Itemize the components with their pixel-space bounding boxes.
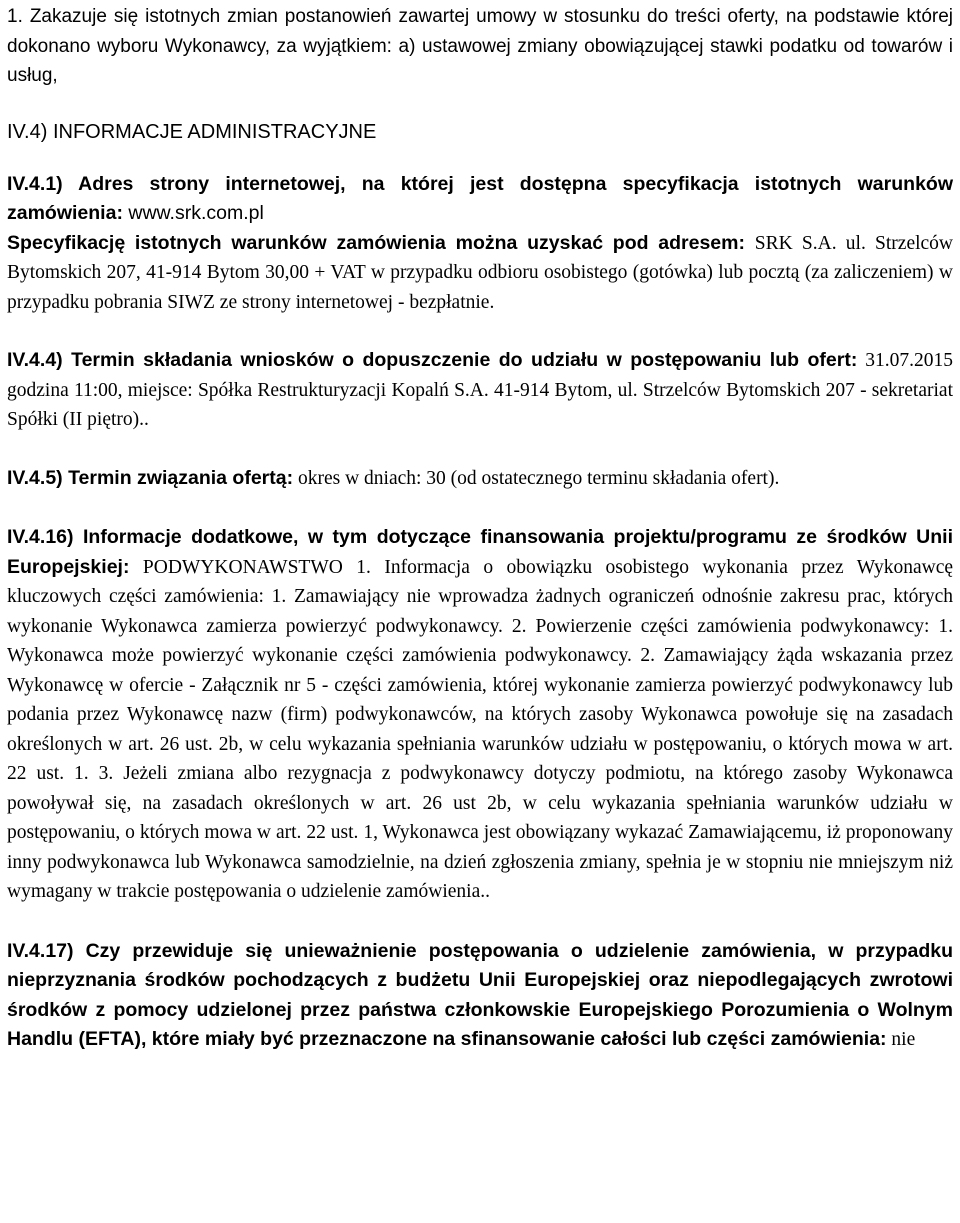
paragraph-contract-changes <box>7 2 953 91</box>
iv416-label: IV.4.16) Informacje dodatkowe, w tym dotyczące finansowania projektu/programu ze środków Unii Europejskiej: <box>7 526 953 578</box>
document-page <box>7 2 953 1055</box>
section-iv45 <box>7 464 953 494</box>
iv41-value2: SRK S.A. ul. Strzelców Bytomskich 207, 41-914 Bytom 30,00 + VAT w przypadku odbioru osobistego (gotówka) lub pocztą (za zaliczeniem) w przypadku pobrania SIWZ ze strony internetowej - bezpłatnie. <box>7 232 954 313</box>
section-iv417 <box>7 937 953 1055</box>
section-iv41 <box>7 170 953 318</box>
iv417-value: nie <box>891 1029 916 1050</box>
section-iv44 <box>7 346 953 435</box>
iv41-label: IV.4.1) Adres strony internetowej, na której jest dostępna specyfikacja istotnych warunków zamówienia: <box>7 172 953 224</box>
section-heading-text: IV.4) INFORMACJE ADMINISTRACYJNE <box>7 120 377 143</box>
iv45-value: okres w dniach: 30 (od ostatecznego terminu składania ofert). <box>297 467 780 489</box>
section-iv416 <box>7 523 953 907</box>
iv41-label2: Specyfikację istotnych warunków zamówienia można uzyskać pod adresem: <box>7 231 745 254</box>
iv45-label: IV.4.5) Termin związania ofertą: <box>7 466 294 489</box>
iv416-value: PODWYKONAWSTWO 1. Informacja o obowiązku osobistego wykonania przez Wykonawcę kluczowych części zamówienia: 1. Zamawiający nie wprowadza żadnych ograniczeń odnośnie zakresu prac, których wykonanie Wykonawca zamierza powierzyć podwykonawcy. 2. Powierzenie części zamówienia podwykonawcy: 1. Wykonawca może powierzyć wykonanie części zamówienia podwykonawcy. 2. Zamawiający żąda wskazania przez Wykonawcę w ofercie - Załącznik nr 5 - części zamówienia, której wykonanie zamierza powierzyć podwykonawcy lub podania przez Wykonawcę nazw (firm) podwykonawców, na których zasoby Wykonawca powołuje się na zasadach określonych w art. 26 ust. 2b, w celu wykazania spełniania warunków udziału w postępowaniu, o których mowa w art. 22 ust. 1. 3. Jeżeli zmiana albo rezygnacja z podwykonawcy dotyczy podmiotu, na którego zasoby Wykonawca powoływał się, na zasadach określonych w art. 26 ust 2b, w celu wykazania spełniania warunków udziału w postępowaniu, o których mowa w art. 22 ust. 1, Wykonawca jest obowiązany wykazać Zamawiającemu, iż proponowany inny podwykonawca lub Wykonawca samodzielnie, na dzień zgłoszenia zmiany, spełnia je w stopniu nie mniejszym niż wymagany w trakcie postępowania o udzielenie zamówienia.. <box>7 556 954 902</box>
iv44-value: 31.07.2015 godzina 11:00, miejsce: Spółka Restrukturyzacji Kopalń S.A. 41-914 Bytom, ul. Strzelców Bytomskich 207 - sekretariat Spółki (II piętro).. <box>7 350 954 430</box>
iv41-value: www.srk.com.pl <box>128 202 264 224</box>
section-heading <box>7 117 953 147</box>
paragraph-text: 1. Zakazuje się istotnych zmian postanowień zawartej umowy w stosunku do treści oferty, na podstawie której dokonano wyboru Wykonawcy, za wyjątkiem: a) ustawowej zmiany obowiązującej stawki podatku od towarów i usług, <box>7 6 953 86</box>
iv44-label: IV.4.4) Termin składania wniosków o dopuszczenie do udziału w postępowaniu lub ofert: <box>7 349 858 371</box>
iv417-label: IV.4.17) Czy przewiduje się unieważnienie postępowania o udzielenie zamówienia, w przypadku nieprzyznania środków pochodzących z budżetu Unii Europejskiej oraz niepodlegających zwrotowi środków z pomocy udzielonej przez państwa członkowskie Europejskiego Porozumienia o Wolnym Handlu (EFTA), które miały być przeznaczone na sfinansowanie całości lub części zamówienia: <box>7 939 953 1050</box>
